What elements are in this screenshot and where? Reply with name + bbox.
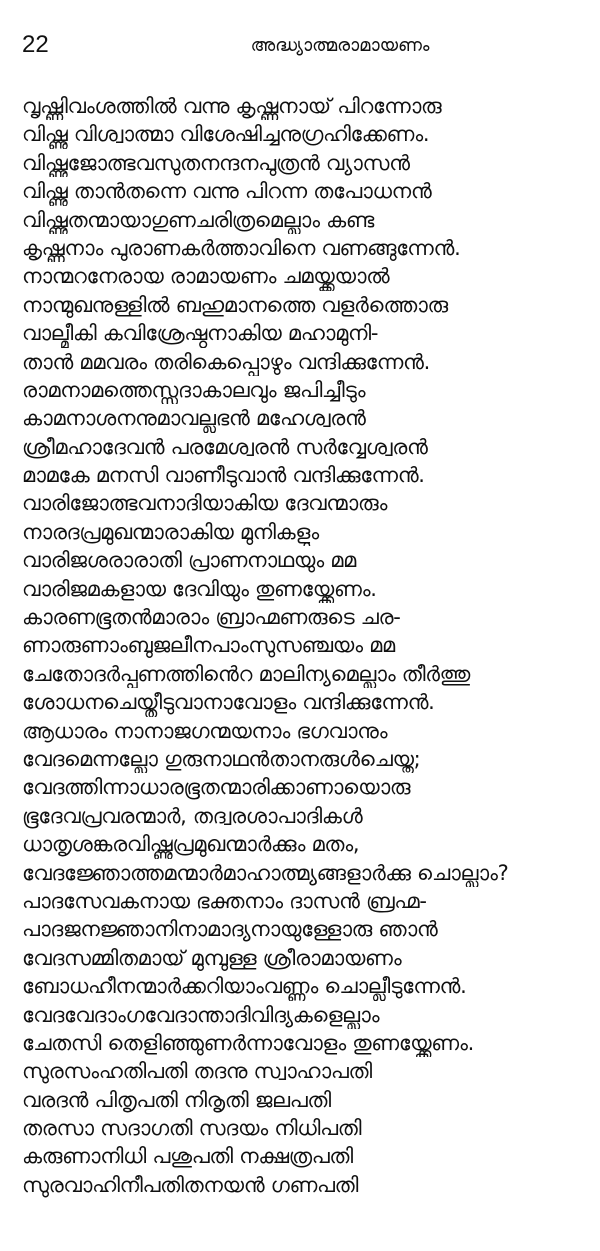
verse-line: തരസാ സദാഗതി സദയം നിധിപതി <box>22 1116 362 1141</box>
verse-line: താൻ മമവരം തരികെപ്പൊഴും വന്ദിക്കുന്നേൻ. <box>22 349 430 374</box>
verse-line: ചേതോദർപ്പണത്തിൻെറ മാലിന്യമെല്ലാം തീർത്തു <box>22 661 470 686</box>
verse-line: ശോധനചെയ്തീടുവാനാവോളം വന്ദിക്കുന്നേൻ. <box>22 690 435 715</box>
verse-line: കൃഷ്ണനാം പുരാണകർത്താവിനെ വണങ്ങുന്നേൻ. <box>22 235 461 260</box>
verse-line: വേദവേദാംഗവേദാന്താദിവിദ്യകളെല്ലാം <box>22 1002 380 1027</box>
verse-line: നാന്മുഖനുള്ളിൽ ബഹുമാനത്തെ വളർത്തൊരു <box>22 292 448 317</box>
verse-line: രാമനാമത്തെസ്സദാകാലവും ജപിച്ചീടും <box>22 377 366 402</box>
verse-line: വാരിജശരാരാതി പ്രാണനാഥയും മമ <box>22 548 356 573</box>
verse-line: വേദത്തിന്നാധാരഭൂതന്മാരിക്കാണായൊരു <box>22 775 411 800</box>
verse-line: വേദസമ്മിതമായ് മുമ്പുള്ള ശ്രീരാമായണം <box>22 945 402 970</box>
verse-line: ചേതസി തെളിഞ്ഞുണർന്നാവോളം തുണയ്ക്കേണം. <box>22 1030 474 1055</box>
running-title: അദ്ധ്യാത്മരാമായണം <box>250 35 430 56</box>
verse-line: വേദജ്ഞോത്തമന്മാർമാഹാത്മ്യങ്ങളാർക്കു ചൊല്ലാം? <box>22 860 509 885</box>
verse-line: ബോധഹീനന്മാർക്കറിയാംവണ്ണം ചൊല്ലീടുന്നേൻ. <box>22 974 467 999</box>
verse-line: വൃഷ്ണിവംശത്തിൽ വന്നു കൃഷ്ണനായ് പിറന്നോരു <box>22 94 442 118</box>
verse-line: ഭൂദേവപ്രവരന്മാർ, തദ്വരശാപാദികൾ <box>22 803 363 828</box>
verse-line: വരദൻ പിതൃപതി നിരൃതി ജലപതി <box>22 1087 331 1112</box>
verse-line: പാദജനജ്ഞാനിനാമാദ്യനായുള്ളോരു ഞാൻ <box>22 917 438 942</box>
page-header <box>0 28 600 68</box>
verse-line: ശ്രീമഹാദേവൻ പരമേശ്വരൻ സർവ്വേശ്വരൻ <box>22 434 428 459</box>
verse-line: സുരവാഹിനീപതിതനയൻ ഗണപതി <box>22 1172 359 1197</box>
verse-line: വിഷ്ണു താൻതന്നെ വന്നു പിറന്ന തപോധനൻ <box>22 179 432 204</box>
verse-line: വിഷ്ണുജോത്ഭവസുതനന്ദനപുത്രൻ വ്യാസൻ <box>22 150 410 175</box>
verse-line: വാല്മീകി കവിശ്രേഷ്ഠനാകിയ മഹാമുനി- <box>22 321 379 346</box>
verse-body <box>22 92 594 1199</box>
verse-line: ണാരുണാംബുജലീനപാംസുസഞ്ചയം മമ <box>22 633 395 658</box>
verse-line: വാരിജമകളായ ദേവിയും തുണയ്ക്കേണം. <box>22 576 377 601</box>
verse-line: നാന്മറനേരായ രാമായണം ചമയ്ക്കയാൽ <box>22 264 390 289</box>
verse-line: കരുണാനിധി പശുപതി നക്ഷത്രപതി <box>22 1144 353 1169</box>
verse-line: മാമകേ മനസി വാണീടുവാൻ വന്ദിക്കുന്നേൻ. <box>22 463 425 488</box>
verse-line: കാരണഭൂതൻമാരാം ബ്രാഹ്മണരുടെ ചര- <box>22 605 401 630</box>
verse-line: വേദമെന്നല്ലോ ഗുരുനാഥൻതാനരുൾചെയ്തു; <box>22 746 421 771</box>
verse-line: ആധാരം നാനാജഗന്മയനാം ഭഗവാനും <box>22 718 388 743</box>
page-number: 22 <box>22 31 49 58</box>
verse-line: കാമനാശനനുമാവല്ലഭൻ മഹേശ്വരൻ <box>22 406 366 431</box>
verse-line: പാദസേവകനായ ഭക്തനാം ദാസൻ ബ്രഹ്മ- <box>22 888 427 913</box>
verse-line: വിഷ്ണു വിശ്വാത്മാ വിശേഷിച്ചനുഗ്രഹിക്കേണം. <box>22 122 430 147</box>
verse-line: വിഷ്ണുതന്മായാഗുണചരിത്രമെല്ലാം കണ്ട <box>22 207 375 232</box>
verse-line: വാരിജോത്ഭവനാദിയാകിയ ദേവന്മാരും <box>22 491 388 516</box>
verse-line: ധാതൃശങ്കരവിഷ്ണുപ്രമുഖന്മാർക്കും മതം, <box>22 832 360 857</box>
verse-line: നാരദപ്രമുഖന്മാരാകിയ മുനികളും <box>22 519 319 544</box>
verse-line: സുരസംഹതിപതി തദനു സ്വാഹാപതി <box>22 1059 372 1084</box>
